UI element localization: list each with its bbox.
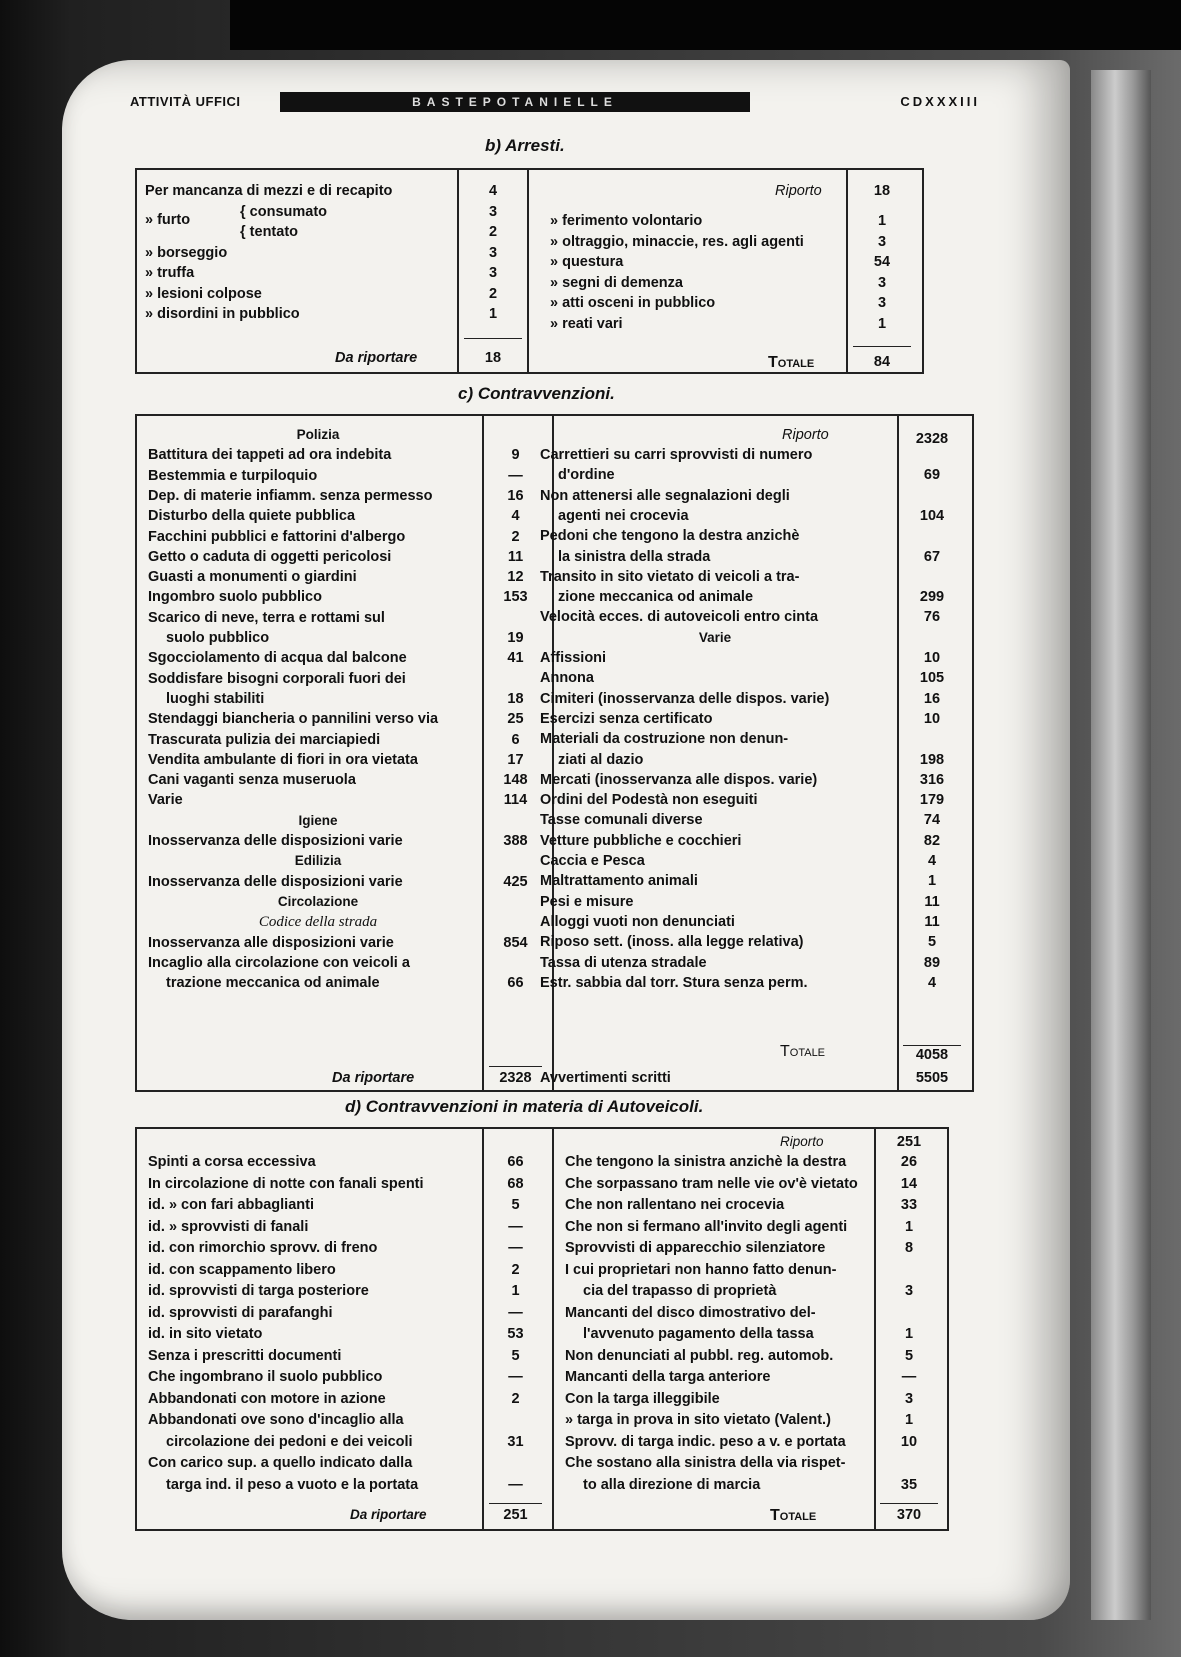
row-value: 10	[923, 710, 941, 727]
row-label: » segni di demenza	[550, 274, 683, 291]
row-value: 5	[511, 1347, 520, 1364]
row-label: Estr. sabbia dal torr. Stura senza perm.	[540, 974, 808, 991]
row-value: 1	[904, 1218, 914, 1235]
total-value: 370	[896, 1507, 922, 1523]
row-label: » oltraggio, minaccie, res. agli agenti	[550, 233, 804, 250]
row-value: 299	[919, 589, 945, 606]
footer-label: Da riportare	[335, 350, 418, 366]
riporto-value: 2328	[915, 431, 949, 447]
row-value: 6	[511, 731, 520, 748]
row-value: 3	[904, 1390, 914, 1407]
row-value: 17	[507, 751, 524, 768]
row-label: Mancanti della targa anteriore	[565, 1369, 771, 1385]
footer-value: 18	[484, 350, 502, 366]
row-label: » reati vari	[550, 315, 623, 332]
row-value: 3	[877, 274, 887, 291]
row-value: —	[508, 467, 523, 484]
row-label: id. sprovvisti di parafanghi	[148, 1304, 333, 1321]
row-value: 8	[904, 1240, 914, 1256]
row-value: 66	[507, 975, 524, 992]
row-value: 105	[919, 670, 945, 687]
row-label: Sprovv. di targa indic. peso a v. e portata	[565, 1433, 846, 1450]
page-header	[130, 92, 980, 116]
row-value: 198	[919, 751, 945, 768]
row-value: 3	[877, 295, 887, 311]
row-label: Dep. di materie infiamm. senza permesso	[148, 487, 433, 504]
row-label: Spinti a corsa eccessiva	[148, 1154, 316, 1170]
row-value: 66	[507, 1154, 524, 1170]
row-label-continued: agenti nei crocevia	[558, 507, 689, 524]
row-label: id. » sprovvisti di fanali	[148, 1218, 309, 1235]
column-heading: Polizia	[296, 427, 340, 442]
row-label-continued: to alla direzione di marcia	[583, 1476, 761, 1493]
section-title-autoveicoli: d) Contravvenzioni in materia di Autoveicoli.	[345, 1097, 704, 1116]
page-number: CDXXXIII	[900, 94, 980, 109]
row-label: Facchini pubblici e fattorini d'albergo	[148, 528, 406, 545]
row-label: Mancanti del disco dimostrativo del-	[565, 1304, 816, 1321]
row-label: Velocità ecces. di autoveicoli entro cinta	[540, 609, 819, 626]
row-label: Che non rallentano nei crocevia	[565, 1197, 785, 1213]
row-label: » furto	[145, 211, 191, 228]
row-value: 5	[904, 1347, 914, 1364]
row-label: Pesi e misure	[540, 893, 634, 910]
row-label-continued: targa ind. il peso a vuoto e la portata	[166, 1476, 419, 1493]
row-label: Tassa di utenza stradale	[540, 954, 707, 971]
row-value: 316	[919, 771, 945, 788]
row-label: Abbandonati con motore in azione	[148, 1390, 386, 1407]
row-label: id. con scappamento libero	[148, 1261, 336, 1278]
row-label: Affissioni	[540, 650, 607, 666]
row-label: Cani vaganti senza museruola	[148, 772, 356, 789]
footer-value: 2328	[499, 1070, 532, 1086]
row-label: » atti osceni in pubblico	[550, 295, 716, 311]
row-label-continued: d'ordine	[558, 467, 615, 484]
column-heading: Circolazione	[277, 893, 359, 909]
row-label: Mercati (inosservanza alle dispos. varie)	[540, 771, 818, 788]
column-heading: Igiene	[298, 812, 338, 828]
row-label: Trascurata pulizia dei marciapiedi	[148, 731, 381, 748]
row-value: 3	[488, 244, 498, 261]
row-value: 10	[923, 650, 941, 666]
row-value: 74	[923, 812, 941, 829]
sum-rule	[903, 1045, 961, 1046]
row-label: Maltrattamento animali	[540, 873, 698, 890]
scan-top-shadow	[230, 0, 1181, 50]
row-value: 1	[927, 873, 937, 890]
row-value: 114	[503, 792, 528, 809]
row-label: Vendita ambulante di fiori in ora vietata	[148, 751, 418, 768]
row-label: Inosservanza delle disposizioni varie	[148, 873, 403, 890]
row-label: Scarico di neve, terra e rottami sul	[148, 609, 385, 626]
row-value: 1	[877, 213, 887, 229]
row-value: 1	[488, 306, 498, 322]
row-value: 19	[507, 630, 524, 646]
row-label: Riposo sett. (inoss. alla legge relativa)	[540, 934, 804, 951]
row-value: 179	[919, 792, 945, 809]
row-label: Sgocciolamento di acqua dal balcone	[148, 650, 407, 667]
sum-rule	[489, 1503, 542, 1504]
footer-label: Avvertimenti scritti	[540, 1070, 671, 1086]
row-label: Che ingombrano il suolo pubblico	[148, 1369, 383, 1385]
row-label: » targa in prova in sito vietato (Valent.)	[565, 1412, 831, 1428]
row-label: Senza i prescritti documenti	[148, 1347, 342, 1364]
total-label: Totale	[770, 1507, 817, 1524]
row-value: 2	[511, 1390, 520, 1407]
row-value: 41	[507, 650, 524, 667]
row-label-continued: suolo pubblico	[166, 630, 270, 646]
row-label: Soddisfare bisogni corporali fuori dei	[148, 670, 406, 687]
row-label: Carrettieri su carri sprovvisti di numero	[540, 447, 813, 463]
row-value: 12	[507, 569, 524, 586]
row-label: Alloggi vuoti non denunciati	[540, 913, 735, 930]
row-value: 26	[900, 1154, 918, 1170]
row-value: 9	[511, 447, 520, 464]
row-value: 2	[511, 528, 520, 545]
row-label-continued: la sinistra della strada	[558, 548, 711, 565]
row-label: Esercizi senza certificato	[540, 710, 713, 727]
row-label: Sprovvisti di apparecchio silenziatore	[565, 1240, 826, 1256]
row-label-continued: l'avvenuto pagamento della tassa	[583, 1326, 814, 1342]
row-label: Cimiteri (inosservanza delle dispos. varie)	[540, 690, 830, 707]
row-label: Che sostano alla sinistra della via rispet-	[565, 1455, 846, 1471]
row-label-continued: cia del trapasso di proprietà	[583, 1283, 777, 1299]
row-value: 4	[927, 974, 937, 991]
row-label-continued: ziati al dazio	[558, 751, 644, 768]
total-label: Totale	[780, 1043, 826, 1060]
column-heading: Edilizia	[294, 853, 342, 869]
row-value: 76	[923, 609, 941, 626]
row-label: Con la targa illeggibile	[565, 1390, 720, 1407]
row-label: Incaglio alla circolazione con veicoli a	[148, 954, 410, 971]
row-label: » disordini in pubblico	[145, 306, 300, 322]
row-value: 5	[511, 1197, 520, 1213]
row-label: Varie	[148, 792, 183, 809]
row-label: id. in sito vietato	[148, 1326, 263, 1342]
row-value: 82	[923, 832, 941, 849]
row-label: Abbandonati ove sono d'incaglio alla	[148, 1412, 404, 1428]
row-value: 4	[927, 853, 937, 869]
row-value: 2	[488, 285, 498, 302]
row-label: Battitura dei tappeti ad ora indebita	[148, 447, 392, 464]
row-value: 69	[923, 467, 941, 484]
row-label: » truffa	[145, 265, 195, 281]
row-value: 54	[873, 254, 891, 270]
row-sublabel: { tentato	[240, 224, 298, 240]
row-value: 1	[511, 1283, 520, 1299]
row-value: 388	[503, 833, 528, 849]
total-label: Totale	[768, 354, 815, 371]
row-value: 1	[877, 315, 887, 332]
row-label: Transito in sito vietato di veicoli a tra-	[540, 568, 800, 585]
row-value: 3	[904, 1283, 914, 1299]
row-value: 16	[507, 487, 524, 504]
row-label: Inosservanza alle disposizioni varie	[148, 934, 394, 951]
row-value: —	[508, 1476, 523, 1493]
row-label: » borseggio	[145, 244, 228, 261]
row-value: 4	[511, 508, 520, 525]
row-value: 33	[900, 1197, 918, 1213]
row-value: —	[901, 1369, 917, 1385]
footer-label: Da riportare	[332, 1070, 415, 1086]
row-value: —	[508, 1240, 523, 1256]
header-banner: BASTEPOTANIELLE	[280, 92, 750, 112]
row-value: 11	[507, 548, 524, 565]
book-edge	[1091, 70, 1151, 1620]
row-value: 2	[488, 224, 498, 240]
header-section: ATTIVITÀ UFFICI	[130, 94, 241, 109]
row-label: Vetture pubbliche e cocchieri	[540, 832, 742, 849]
row-label: Pedoni che tengono la destra anzichè	[540, 528, 800, 545]
row-value: 3	[488, 203, 498, 220]
row-value: 35	[900, 1476, 918, 1493]
row-label: Che sorpassano tram nelle vie ov'è vietato	[565, 1175, 858, 1192]
row-value: 854	[503, 934, 528, 951]
row-label: Inosservanza delle disposizioni varie	[148, 833, 403, 849]
row-value: 16	[923, 690, 941, 707]
row-label: Per mancanza di mezzi e di recapito	[145, 183, 393, 199]
row-label-continued: luoghi stabiliti	[166, 690, 265, 707]
row-label-continued: circolazione dei pedoni e dei veicoli	[166, 1433, 413, 1450]
row-value: 2	[511, 1261, 520, 1278]
row-value: 148	[503, 772, 528, 789]
row-value: 104	[919, 507, 945, 524]
sum-rule	[464, 338, 522, 339]
row-label: Disturbo della quiete pubblica	[148, 508, 356, 525]
row-label-continued: zione meccanica od animale	[558, 589, 754, 606]
row-label: » ferimento volontario	[550, 213, 703, 229]
row-label: Tasse comunali diverse	[540, 812, 703, 829]
row-value: —	[508, 1304, 523, 1321]
footer-value: 5505	[915, 1070, 949, 1086]
row-sublabel: { consumato	[240, 203, 328, 220]
row-value: 1	[904, 1326, 914, 1342]
riporto-label: Riporto	[780, 1134, 824, 1149]
row-value: 10	[900, 1433, 918, 1450]
sum-rule	[853, 346, 911, 347]
row-value: —	[508, 1369, 523, 1385]
row-value: 68	[507, 1175, 524, 1192]
footer-value: 251	[503, 1507, 528, 1523]
row-label: Con carico sup. a quello indicato dalla	[148, 1455, 413, 1471]
sum-rule	[880, 1503, 938, 1504]
row-value: 3	[877, 233, 887, 250]
row-label: Non denunciati al pubbl. reg. automob.	[565, 1347, 834, 1364]
row-label: id. » con fari abbaglianti	[148, 1197, 314, 1213]
row-value: 18	[507, 690, 524, 707]
row-label: Caccia e Pesca	[540, 853, 645, 869]
row-label: id. con rimorchio sprovv. di freno	[148, 1240, 378, 1256]
row-label-continued: trazione meccanica od animale	[166, 975, 380, 992]
riporto-value: 251	[896, 1134, 922, 1150]
riporto-value: 18	[873, 183, 891, 199]
row-value: 4	[488, 183, 498, 199]
riporto-label: Riporto	[782, 427, 829, 443]
row-label: » lesioni colpose	[145, 285, 262, 302]
row-label: » questura	[550, 254, 624, 270]
total-value: 4058	[915, 1047, 949, 1063]
row-label: Materiali da costruzione non denun-	[540, 731, 789, 748]
riporto-label: Riporto	[775, 183, 822, 199]
row-value: 5	[927, 934, 937, 951]
row-value: —	[508, 1218, 523, 1235]
row-label: Non attenersi alle segnalazioni degli	[540, 487, 790, 504]
row-label: Stendaggi biancheria o pannilini verso via	[148, 711, 439, 728]
row-label: Ordini del Podestà non eseguiti	[540, 792, 758, 809]
row-value: 53	[507, 1326, 524, 1342]
section-title-arresti: b) Arresti.	[485, 136, 565, 155]
row-value: 89	[923, 954, 941, 971]
column-heading: Varie	[698, 629, 732, 645]
row-label: id. sprovvisti di targa posteriore	[148, 1283, 369, 1299]
row-label: Bestemmia e turpiloquio	[148, 467, 318, 484]
row-value: 25	[507, 711, 524, 728]
row-value: 3	[488, 265, 498, 281]
section-title-contravvenzioni: c) Contravvenzioni.	[458, 384, 615, 403]
row-label: Annona	[540, 670, 594, 687]
row-value: 11	[924, 893, 940, 910]
total-value: 84	[873, 354, 891, 370]
row-label: Che non si fermano all'invito degli agenti	[565, 1218, 848, 1235]
column-subheading: Codice della strada	[258, 914, 378, 931]
row-value: 11	[924, 913, 940, 930]
row-label: I cui proprietari non hanno fatto denun-	[565, 1261, 837, 1278]
row-label: In circolazione di notte con fanali spenti	[148, 1175, 424, 1192]
row-value: 425	[503, 873, 528, 890]
footer-label: Da riportare	[350, 1507, 427, 1522]
row-value: 14	[900, 1175, 918, 1192]
row-label: Getto o caduta di oggetti pericolosi	[148, 548, 392, 565]
row-label: Che tengono la sinistra anzichè la destra	[565, 1154, 847, 1170]
row-value: 31	[507, 1433, 524, 1450]
sum-rule	[489, 1066, 542, 1067]
row-label: Ingombro suolo pubblico	[148, 589, 322, 606]
row-label: Guasti a monumenti o giardini	[148, 569, 357, 586]
row-value: 1	[904, 1412, 914, 1428]
row-value: 67	[923, 548, 941, 565]
row-value: 153	[503, 589, 528, 606]
